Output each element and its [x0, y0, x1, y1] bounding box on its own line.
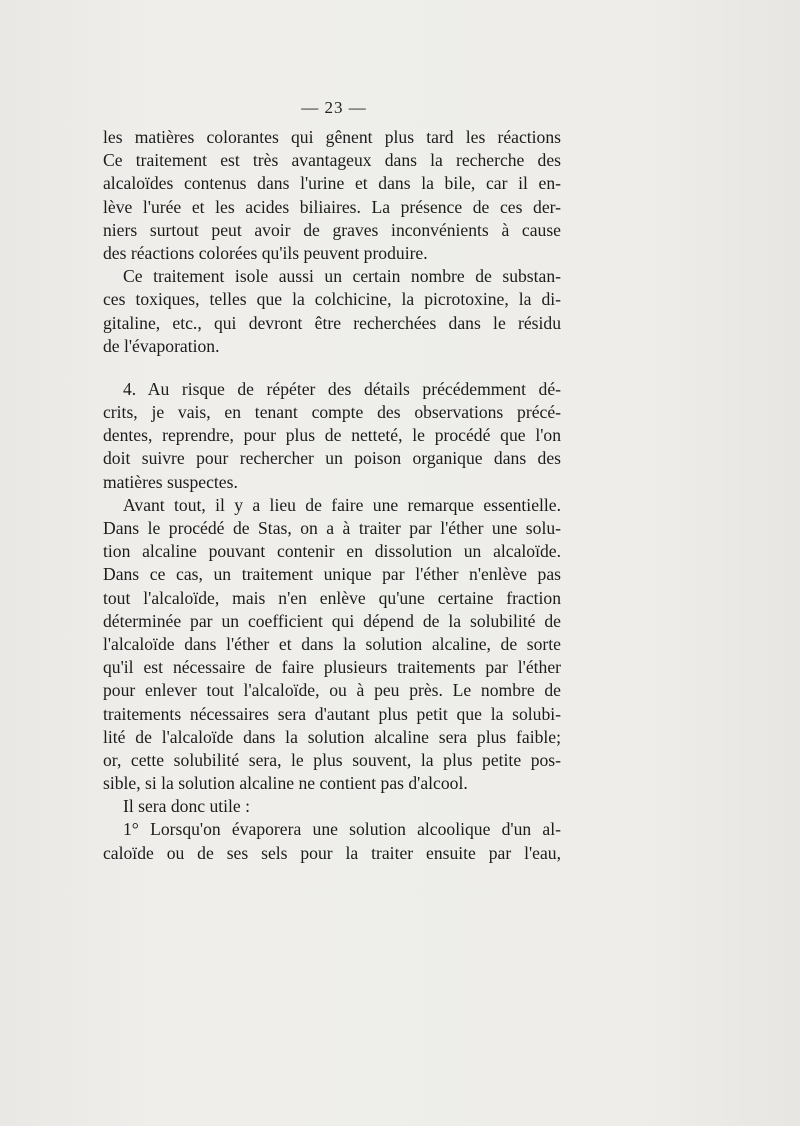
paragraph	[103, 795, 561, 818]
text-line: traitements nécessaires sera d'autant plus petit que la solubi-	[103, 703, 561, 724]
text-line: 4. Au risque de répéter des détails précédemment dé-	[123, 378, 561, 399]
body-text	[103, 126, 561, 865]
text-line: niers surtout peut avoir de graves inconvénients à cause	[103, 219, 561, 240]
text-line: sible, si la solution alcaline ne contient pas d'alcool.	[103, 773, 468, 794]
text-line: matières suspectes.	[103, 471, 238, 492]
text-line: lité de l'alcaloïde dans la solution alcaline sera plus faible;	[103, 726, 561, 747]
text-line: les matières colorantes qui gênent plus tard les réactions	[103, 127, 561, 147]
text-line: dentes, reprendre, pour plus de netteté, le procédé que l'on	[103, 425, 561, 446]
text-line: tion alcaline pouvant contenir en dissolution un alcaloïde.	[103, 541, 561, 562]
page-number: — 23 —	[301, 98, 367, 117]
text-line: qu'il est nécessaire de faire plusieurs traitements par l'éther	[103, 657, 561, 678]
text-line: des réactions colorées qu'ils peuvent produire.	[103, 242, 428, 263]
text-line: déterminée par un coefficient qui dépend de la solubilité de	[103, 610, 561, 631]
text-line: l'alcaloïde dans l'éther et dans la solution alcaline, de sorte	[103, 633, 561, 654]
text-line: Avant tout, il y a lieu de faire une remarque essentielle.	[123, 494, 561, 515]
text-line: doit suivre pour rechercher un poison organique dans des	[103, 448, 561, 469]
text-line: or, cette solubilité sera, le plus souvent, la plus petite pos-	[103, 749, 561, 770]
text-line: alcaloïdes contenus dans l'urine et dans la bile, car il en-	[103, 173, 561, 194]
text-line: caloïde ou de ses sels pour la traiter ensuite par l'eau,	[103, 842, 561, 863]
text-line: Ce traitement isole aussi un certain nombre de substan-	[123, 266, 561, 287]
text-line: 1° Lorsqu'on évaporera une solution alcoolique d'un al-	[123, 819, 561, 840]
paragraph	[103, 494, 561, 795]
paragraph-gap	[103, 358, 561, 378]
text-line: Dans le procédé de Stas, on a à traiter par l'éther une solu-	[103, 518, 561, 538]
text-line: ces toxiques, telles que la colchicine, la picrotoxine, la di-	[103, 289, 561, 310]
text-line: Ce traitement est très avantageux dans la recherche des	[103, 150, 561, 171]
text-line: crits, je vais, en tenant compte des observations précé-	[103, 402, 561, 423]
text-line: tout l'alcaloïde, mais n'en enlève qu'une certaine fraction	[103, 587, 561, 608]
text-line: lève l'urée et les acides biliaires. La présence de ces der-	[103, 196, 561, 217]
text-line: de l'évaporation.	[103, 335, 220, 356]
text-line: Il sera donc utile :	[123, 796, 251, 817]
paragraph	[103, 818, 561, 864]
text-line: Dans ce cas, un traitement unique par l'éther n'enlève pas	[103, 564, 561, 585]
text-line: gitaline, etc., qui devront être recherchées dans le résidu	[103, 312, 561, 333]
paragraph	[103, 126, 561, 265]
paragraph	[103, 378, 561, 494]
paragraph	[103, 265, 561, 358]
text-line: pour enlever tout l'alcaloïde, ou à peu près. Le nombre de	[103, 680, 561, 701]
